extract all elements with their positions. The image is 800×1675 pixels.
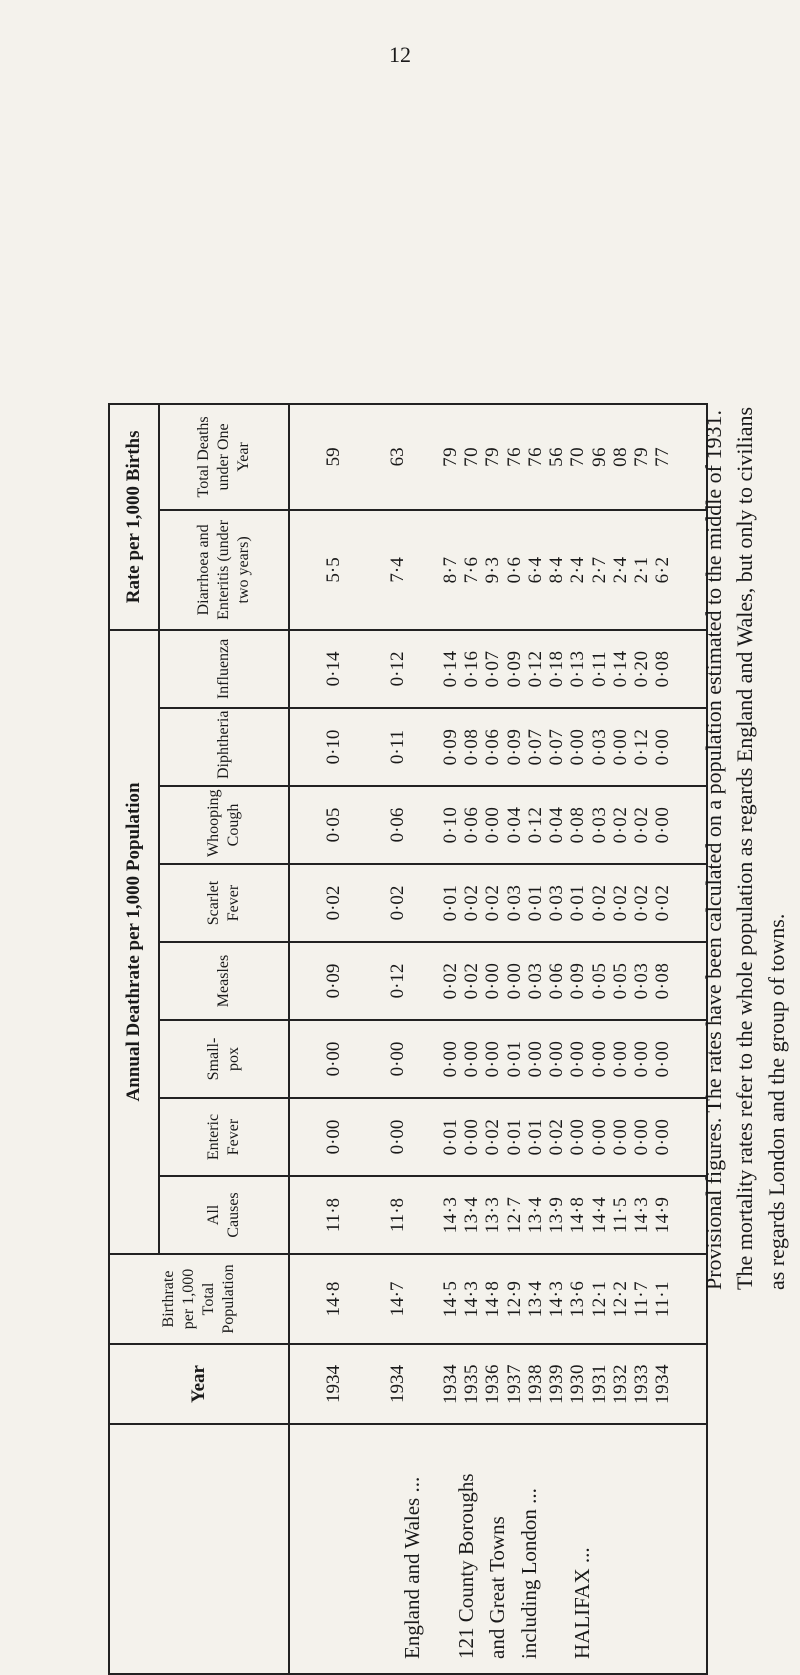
halifax-value: 0·00 — [631, 1040, 653, 1078]
header-whooping-cough: Whooping Cough — [159, 786, 289, 864]
halifax-value: 0·00 — [631, 1118, 653, 1156]
halifax-value: 0·02 — [631, 884, 653, 922]
area-england-wales: England and Wales ... — [400, 1476, 425, 1659]
diphtheria-column — [289, 708, 707, 786]
halifax-value: 6·4 — [524, 556, 546, 584]
enteric-england-wales: 0·00 — [323, 1119, 345, 1155]
page-number: 12 — [389, 42, 411, 67]
halifax-value: 11·7 — [631, 1280, 653, 1318]
halifax-value: 0·08 — [652, 650, 674, 688]
header-birthrate: Birthrate per 1,000 Total Population — [109, 1254, 289, 1344]
halifax-value: 12·7 — [503, 1196, 525, 1234]
all_causes-halifax-values — [410, 1183, 674, 1247]
whooping-england-wales: 0·05 — [323, 807, 345, 843]
years-county-boroughs: 1934 — [387, 1365, 409, 1403]
header-small-pox: Small-pox — [159, 1020, 289, 1098]
halifax-value: 0·00 — [439, 1040, 461, 1078]
header-influenza: Influenza — [159, 630, 289, 708]
header-rate-per-births: Rate per 1,000 Births — [109, 404, 159, 630]
halifax-value: 0·00 — [567, 728, 589, 766]
diarrhoea-halifax-values — [410, 517, 674, 623]
halifax-value: 0·03 — [546, 884, 568, 922]
halifax-value: 11·5 — [609, 1196, 631, 1234]
halifax-value: 70 — [461, 446, 483, 467]
halifax-value: 0·02 — [546, 1118, 568, 1156]
halifax-value: 0·00 — [567, 1118, 589, 1156]
halifax-value: 0·06 — [461, 806, 483, 844]
measles-halifax-values — [410, 949, 674, 1013]
halifax-value: 96 — [588, 446, 610, 467]
halifax-value: 8·7 — [439, 556, 461, 584]
enteric-halifax-values — [410, 1105, 674, 1169]
all_causes-england-wales: 11·8 — [323, 1197, 345, 1233]
halifax-value: 76 — [503, 446, 525, 467]
header-blank — [109, 1424, 289, 1674]
halifax-value: 0·00 — [567, 1040, 589, 1078]
rotated-table-wrapper — [108, 405, 708, 1675]
birthrate-england-wales: 14·8 — [323, 1281, 345, 1317]
halifax-value: 0·02 — [482, 1118, 504, 1156]
halifax-value: 79 — [439, 446, 461, 467]
halifax-value: 0·03 — [631, 962, 653, 1000]
halifax-value: 12·9 — [503, 1280, 525, 1318]
halifax-value: 14·3 — [546, 1280, 568, 1318]
smallpox-england-wales: 0·00 — [323, 1041, 345, 1077]
footnote-line-2: The mortality rates refer to the whole population as regards England and Wales, but only to civilians — [732, 406, 758, 1290]
halifax-value: 2·4 — [609, 556, 631, 584]
influenza-column — [289, 630, 707, 708]
halifax-value: 0·02 — [461, 962, 483, 1000]
halifax-value: 0·09 — [503, 650, 525, 688]
measles-county-boroughs: 0·12 — [387, 963, 409, 999]
header-total-deaths-under-one: Total Deaths under One Year — [159, 404, 289, 510]
diphtheria-county-boroughs: 0·11 — [387, 729, 409, 765]
halifax-value: 6·2 — [652, 556, 674, 584]
diarrhoea-england-wales: 5·5 — [323, 557, 345, 583]
whooping-county-boroughs: 0·06 — [387, 807, 409, 843]
footnote — [698, 0, 792, 1290]
halifax-value: 0·14 — [609, 650, 631, 688]
halifax-value: 9·3 — [482, 556, 504, 584]
halifax-value: 0·05 — [609, 962, 631, 1000]
scarlet-fever-column — [289, 864, 707, 942]
halifax-value: 13·3 — [482, 1196, 504, 1234]
halifax-value: 79 — [631, 446, 653, 467]
header-diphtheria: Diphtheria — [159, 708, 289, 786]
header-diarrhoea: Diarrhoea and Enteritis (under two years) — [159, 510, 289, 630]
halifax-value: 12·2 — [609, 1280, 631, 1318]
halifax-value: 0·08 — [461, 728, 483, 766]
halifax-value: 14·8 — [567, 1196, 589, 1234]
halifax-value: 14·3 — [461, 1280, 483, 1318]
halifax-value: 0·00 — [652, 728, 674, 766]
halifax-value: 13·4 — [461, 1196, 483, 1234]
halifax-value: 13·4 — [524, 1196, 546, 1234]
halifax-value: 08 — [609, 446, 631, 467]
header-all-causes: All Causes — [159, 1176, 289, 1254]
halifax-value: 0·02 — [631, 806, 653, 844]
halifax-value: 0·08 — [652, 962, 674, 1000]
halifax-value: 77 — [652, 446, 674, 467]
halifax-value: 0·00 — [546, 1040, 568, 1078]
header-annual-deathrate: Annual Deathrate per 1,000 Population — [109, 630, 159, 1254]
halifax-value: 0·02 — [461, 884, 483, 922]
halifax-value: 1931 — [588, 1364, 610, 1404]
halifax-value: 0·00 — [609, 728, 631, 766]
halifax-value: 13·9 — [546, 1196, 568, 1234]
smallpox-county-boroughs: 0·00 — [387, 1041, 409, 1077]
halifax-value: 0·04 — [503, 806, 525, 844]
enteric-county-boroughs: 0·00 — [387, 1119, 409, 1155]
small-pox-column — [289, 1020, 707, 1098]
halifax-value: 14·3 — [439, 1196, 461, 1234]
halifax-value: 0·03 — [503, 884, 525, 922]
measles-england-wales: 0·09 — [323, 963, 345, 999]
halifax-value: 0·00 — [588, 1118, 610, 1156]
halifax-value: 1935 — [461, 1364, 483, 1404]
halifax-value: 0·09 — [567, 962, 589, 1000]
halifax-value: 0·01 — [503, 1118, 525, 1156]
halifax-value: 0·02 — [652, 884, 674, 922]
halifax-value: 1934 — [439, 1364, 461, 1404]
halifax-value: 14·8 — [482, 1280, 504, 1318]
halifax-value: 0·06 — [482, 728, 504, 766]
halifax-value: 0·12 — [524, 806, 546, 844]
halifax-value: 13·4 — [524, 1280, 546, 1318]
diphtheria-england-wales: 0·10 — [323, 729, 345, 765]
halifax-value: 0·20 — [631, 650, 653, 688]
halifax-value: 0·03 — [588, 728, 610, 766]
halifax-value: 0·04 — [546, 806, 568, 844]
halifax-value: 0·00 — [482, 806, 504, 844]
total-deaths-column — [289, 404, 707, 510]
halifax-value: 0·08 — [567, 806, 589, 844]
scarlet-halifax-values — [410, 871, 674, 935]
area-county-boroughs: 121 County Boroughs and Great Towns including London ... — [453, 1473, 541, 1659]
halifax-value: 2·7 — [588, 556, 610, 584]
halifax-value: 0·01 — [439, 884, 461, 922]
halifax-value: 0·6 — [503, 556, 525, 584]
halifax-value: 0·12 — [631, 728, 653, 766]
halifax-value: 76 — [524, 446, 546, 467]
all-causes-column — [289, 1176, 707, 1254]
halifax-value: 1936 — [482, 1364, 504, 1404]
halifax-value: 0·02 — [439, 962, 461, 1000]
halifax-value: 7·6 — [461, 556, 483, 584]
smallpox-halifax-values — [410, 1027, 674, 1091]
halifax-value: 0·01 — [567, 884, 589, 922]
halifax-value: 0·05 — [588, 962, 610, 1000]
header-scarlet-fever: Scarlet Fever — [159, 864, 289, 942]
enteric-fever-column — [289, 1098, 707, 1176]
footnote-line-1: Provisional figures. The rates have been calculated on a population estimated to the middle of 1931. — [701, 410, 726, 1290]
footnote-line-3: as regards London and the group of towns. — [763, 913, 789, 1290]
halifax-value: 1930 — [567, 1364, 589, 1404]
whooping-cough-column — [289, 786, 707, 864]
area-halifax: HALIFAX ... — [570, 1547, 595, 1659]
halifax-value: 11·1 — [652, 1280, 674, 1318]
birthrate-halifax-values — [410, 1261, 674, 1337]
halifax-value: 0·16 — [461, 650, 483, 688]
halifax-value: 0·00 — [461, 1040, 483, 1078]
diphtheria-halifax-values — [410, 715, 674, 779]
halifax-value: 0·18 — [546, 650, 568, 688]
halifax-value: 0·02 — [482, 884, 504, 922]
halifax-value: 12·1 — [588, 1280, 610, 1318]
influenza-halifax-values — [410, 637, 674, 701]
birthrate-county-boroughs: 14·7 — [387, 1281, 409, 1317]
header-year: Year — [109, 1344, 289, 1424]
halifax-value: 0·12 — [524, 650, 546, 688]
halifax-value: 0·06 — [546, 962, 568, 1000]
halifax-value: 0·10 — [439, 806, 461, 844]
birthrate-column — [289, 1254, 707, 1344]
halifax-value: 0·02 — [609, 806, 631, 844]
measles-column — [289, 942, 707, 1020]
diarrhoea-column — [289, 510, 707, 630]
halifax-value: 1933 — [631, 1364, 653, 1404]
halifax-value: 0·01 — [524, 1118, 546, 1156]
header-enteric-fever: Enteric Fever — [159, 1098, 289, 1176]
years-halifax-values — [410, 1351, 674, 1417]
halifax-value: 2·1 — [631, 556, 653, 584]
total_under_one-county-boroughs: 63 — [387, 447, 409, 467]
year-column — [289, 1344, 707, 1424]
halifax-value: 0·09 — [503, 728, 525, 766]
halifax-value: 0·09 — [439, 728, 461, 766]
years-england-wales: 1934 — [323, 1365, 345, 1403]
halifax-value: 0·07 — [482, 650, 504, 688]
halifax-value: 0·01 — [439, 1118, 461, 1156]
halifax-value: 0·00 — [652, 1040, 674, 1078]
halifax-value: 70 — [567, 446, 589, 467]
halifax-value: 14·4 — [588, 1196, 610, 1234]
halifax-value: 0·00 — [588, 1040, 610, 1078]
halifax-value: 0·00 — [524, 1040, 546, 1078]
scarlet-england-wales: 0·02 — [323, 885, 345, 921]
vital-statistics-table — [108, 403, 708, 1675]
halifax-value: 0·03 — [524, 962, 546, 1000]
halifax-value: 0·00 — [482, 1040, 504, 1078]
halifax-value: 0·00 — [609, 1040, 631, 1078]
halifax-value: 14·9 — [652, 1196, 674, 1234]
halifax-value: 0·00 — [652, 806, 674, 844]
all_causes-county-boroughs: 11·8 — [387, 1197, 409, 1233]
halifax-value: 0·01 — [524, 884, 546, 922]
scarlet-county-boroughs: 0·02 — [387, 885, 409, 921]
halifax-value: 79 — [482, 446, 504, 467]
diarrhoea-county-boroughs: 7·4 — [387, 557, 409, 583]
whooping-halifax-values — [410, 793, 674, 857]
halifax-value: 0·02 — [588, 884, 610, 922]
halifax-value: 0·14 — [439, 650, 461, 688]
influenza-county-boroughs: 0·12 — [387, 651, 409, 687]
halifax-value: 8·4 — [546, 556, 568, 584]
halifax-value: 0·01 — [503, 1040, 525, 1078]
halifax-value: 1934 — [652, 1364, 674, 1404]
halifax-value: 0·11 — [588, 650, 610, 688]
header-measles: Measles — [159, 942, 289, 1020]
influenza-england-wales: 0·14 — [323, 651, 345, 687]
halifax-value: 0·00 — [461, 1118, 483, 1156]
halifax-value: 1937 — [503, 1364, 525, 1404]
area-names-cell — [289, 1424, 707, 1674]
halifax-value: 0·00 — [503, 962, 525, 1000]
halifax-value: 1938 — [524, 1364, 546, 1404]
halifax-value: 1932 — [609, 1364, 631, 1404]
halifax-value: 13·6 — [567, 1280, 589, 1318]
halifax-value: 2·4 — [567, 556, 589, 584]
halifax-value: 0·00 — [609, 1118, 631, 1156]
halifax-value: 0·07 — [546, 728, 568, 766]
total_under_one-halifax-values — [410, 411, 674, 503]
halifax-value: 0·03 — [588, 806, 610, 844]
halifax-value: 1939 — [546, 1364, 568, 1404]
halifax-value: 14·3 — [631, 1196, 653, 1234]
halifax-value: 14·5 — [439, 1280, 461, 1318]
total_under_one-england-wales: 59 — [323, 447, 345, 467]
halifax-value: 0·00 — [652, 1118, 674, 1156]
halifax-value: 0·02 — [609, 884, 631, 922]
halifax-value: 0·13 — [567, 650, 589, 688]
halifax-value: 0·00 — [482, 962, 504, 1000]
halifax-value: 56 — [546, 446, 568, 467]
halifax-value: 0·07 — [524, 728, 546, 766]
